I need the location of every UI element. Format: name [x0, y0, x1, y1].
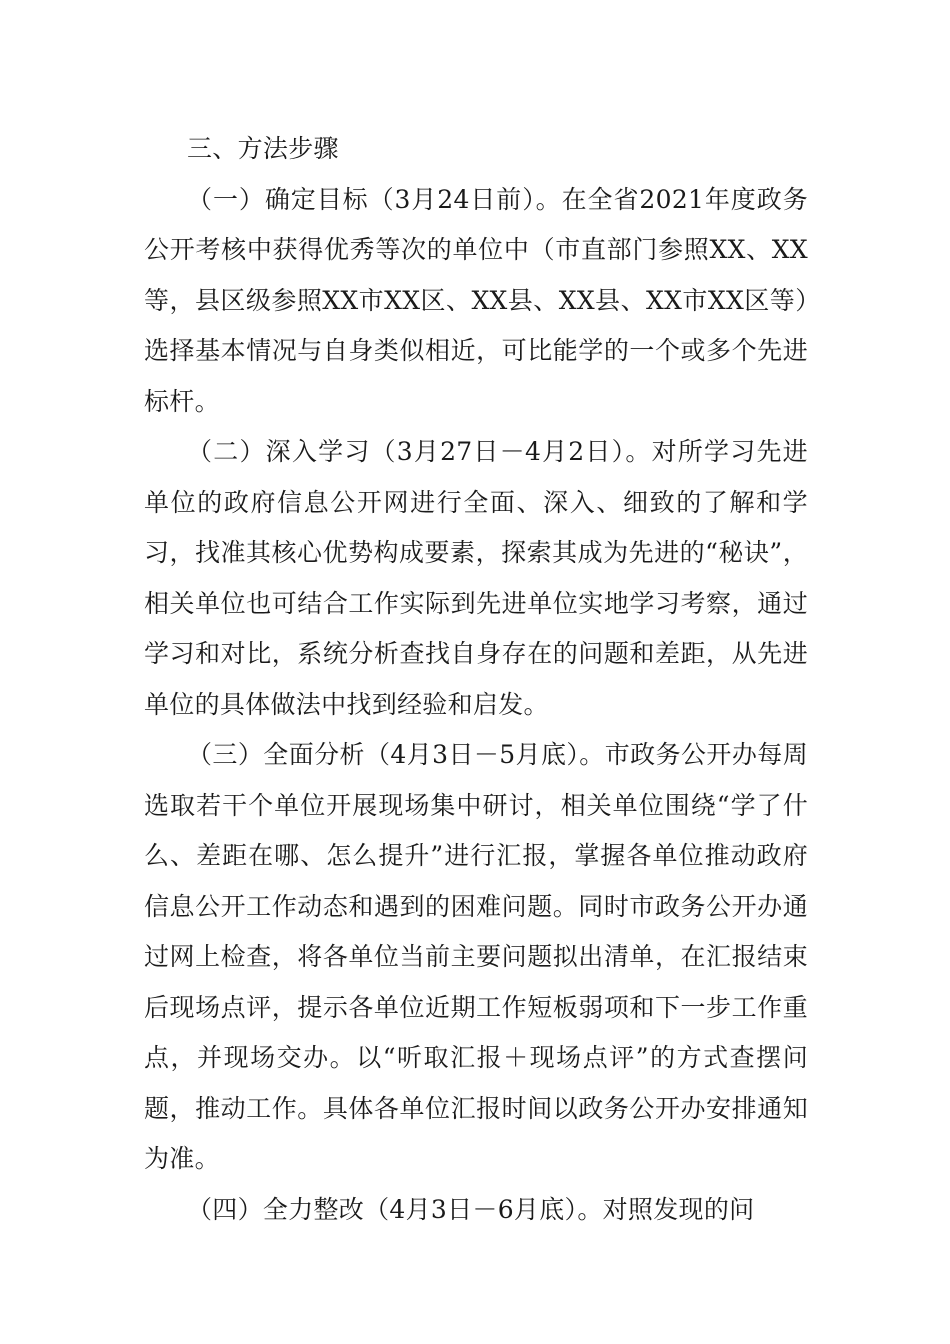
section-heading: 三、方法步骤: [187, 134, 339, 163]
paragraph-step-3: （三）全面分析（4月3日－5月底）。市政务公开办每周选取若干个单位开展现场集中研讨，相关单位围绕“学了什么、差距在哪、怎么提升”进行汇报，掌握各单位推动政府信息公开工作动态和遇到的困难问题。同时市政务公开办通过网上检查，将各单位当前主要问题拟出清单，在汇报结束后现场点评，提示各单位近期工作短板弱项和下一步工作重点，并现场交办。以“听取汇报＋现场点评”的方式查摆问题，推动工作。具体各单位汇报时间以政务公开办安排通知为准。: [144, 740, 808, 1173]
paragraph-step-1: （一）确定目标（3月24日前）。在全省2021年度政务公开考核中获得优秀等次的单位中（市直部门参照XX、XX等，县区级参照XX市XX区、XX县、XX县、XX市XX区等）选择基本情况与自身类似相近，可比能学的一个或多个先进标杆。: [144, 184, 808, 416]
paragraph-step-2: （二）深入学习（3月27日－4月2日）。对所学习先进单位的政府信息公开网进行全面、深入、细致的了解和学习，找准其核心优势构成要素，探索其成为先进的“秘诀”，相关单位也可结合工作实际到先进单位实地学习考察，通过学习和对比，系统分析查找自身存在的问题和差距，从先进单位的具体做法中找到经验和启发。: [144, 437, 808, 719]
paragraph-step-4: （四）全力整改（4月3日－6月底）。对照发现的问: [187, 1194, 755, 1224]
document-body: [144, 124, 808, 1235]
